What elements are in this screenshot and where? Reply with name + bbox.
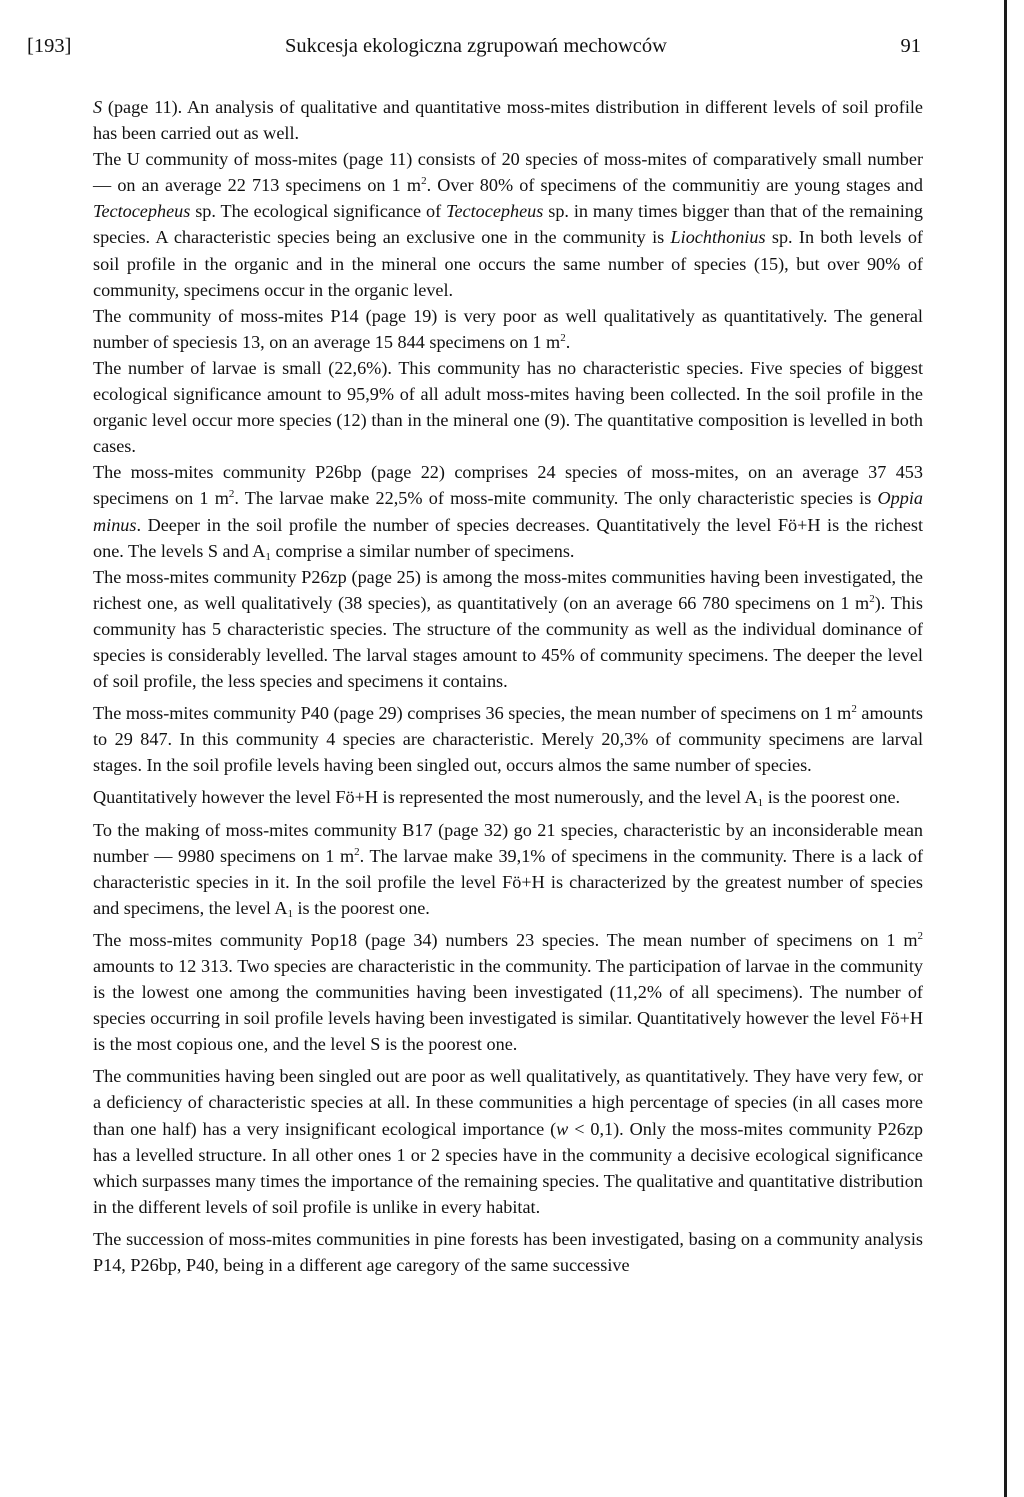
text-run: Quantitatively however the level Fö+H is represented the most numerously, and the level A [93, 787, 758, 808]
text-run: comprise a similar number of specimens. [270, 540, 575, 561]
text-run: . The larvae make 22,5% of moss-mite community. The only characteristic species is [234, 488, 878, 509]
text-run: . Deeper in the soil profile the number of species decreases. Quantitatively the level Fö+H is the richest one. The levels S and A [93, 514, 923, 561]
superscript: 2 [851, 703, 857, 716]
text-run: . [565, 331, 571, 352]
text-run: The moss-mites community P40 (page 29) comprises 36 species, the mean number of specimens on 1 m [93, 703, 852, 724]
text-run: To the making of moss-mites community B17 (page 32) go 21 species, characteristic by an inconsiderable mean number — 9980 specimens on 1 m [93, 819, 923, 866]
text-run: The communities having been singled out are poor as well qualitatively, as quantitatively. They have very few, or a deficiency of characteristic species at all. In these communities a high percentage of species (in all cases more than one half) has a very insignificant ecological importance ( [93, 1066, 923, 1139]
superscript: 2 [354, 845, 360, 858]
paragraph [93, 303, 923, 355]
page-code: [193] [27, 35, 72, 57]
paragraph [93, 1063, 923, 1220]
text-run: The succession of moss-mites communities in pine forests has been investigated, basing on a community analysis P14, P26bp, P40, being in a different age caregory of the same successive [93, 1228, 923, 1276]
paragraph [93, 1226, 923, 1278]
text-run: ). This community has 5 characteristic species. The structure of the community as well as the individual dominance of species is considerably levelled. The larval stages amount to 45% of community specimens. The deeper the level of soil profile, the less species and specimens it contains. [93, 592, 923, 692]
subscript: 1 [265, 550, 271, 563]
paragraph [93, 927, 923, 1057]
text-run: . Over 80% of specimens of the communitiy are young stages and [426, 175, 923, 196]
text-run: The moss-mites community P26bp (page 22) comprises 24 species of moss-mites, on an average 37 453 specimens on 1 m [93, 462, 923, 509]
text-run: sp. In both levels of soil profile in the organic and in the mineral one occurs the same number of species (15), but over 90% of community, specimens occur in the organic level. [93, 227, 923, 300]
superscript: 2 [228, 488, 235, 501]
italic-text: Tectocepheus [93, 201, 191, 222]
text-run: amounts to 12 313. Two species are characteristic in the community. The participation of larvae in the community is the lowest one among the communities having been investigated (11,2% of all specimens). The number of species occurring in soil profile levels having been investigated is similar. Quantitatively however the level Fö+H is the most copious one, and the level S is the poorest one. [93, 956, 923, 1055]
running-title: Sukcesja ekologiczna zgrupowań mechowców [285, 35, 667, 57]
text-run: The community of moss-mites P14 (page 19) is very poor as well qualitatively as quantitatively. The general number of speciesis 13, on an average 15 844 specimens on 1 m [93, 305, 923, 352]
italic-text: Tectocepheus [446, 201, 544, 222]
superscript: 2 [917, 929, 923, 942]
body-text [93, 94, 923, 1278]
italic-text: Oppia minus [93, 488, 923, 535]
text-run: (page 11). An analysis of qualitative and quantitative moss-mites distribution in different levels of soil profile has been carried out as well. [93, 97, 923, 144]
paragraph [93, 459, 923, 563]
italic-text: w [556, 1118, 569, 1139]
text-run: is the poorest one. [763, 787, 901, 808]
superscript: 2 [869, 592, 875, 605]
paragraph [93, 700, 923, 778]
running-header [27, 35, 921, 65]
page-number: 91 [900, 35, 921, 57]
paragraph [93, 146, 923, 303]
text-run: sp. in many times bigger than that of the remaining species. A characteristic species being an exclusive one in the community is [93, 201, 923, 248]
text-run: is the poorest one. [292, 897, 430, 918]
scan-edge-rule [1004, 0, 1007, 1497]
text-run: The number of larvae is small (22,6%). This community has no characteristic species. Five species of biggest ecological significance amount to 95,9% of all adult moss-mites having been collected. In the soil profile in the organic level occur more species (12) than in the mineral one (9). The quantitative composition is levelled in both cases. [93, 357, 923, 457]
italic-text: Liochthonius [670, 227, 766, 248]
subscript: 1 [757, 797, 764, 810]
text-run: . The larvae make 39,1% of specimens in the community. There is a lack of characteristic species in it. In the soil profile the level Fö+H is characterized by the greatest number of species and specimens, the level A [93, 845, 923, 918]
paragraph [93, 355, 923, 459]
text-run: The U community of moss-mites (page 11) consists of 20 species of moss-mites of comparatively small number — on an average 22 713 specimens on 1 m [93, 149, 923, 196]
subscript: 1 [287, 907, 293, 920]
italic-text: S [93, 97, 103, 117]
superscript: 2 [560, 331, 566, 344]
text-run: The moss-mites community Pop18 (page 34) numbers 23 species. The mean number of specimens on 1 m [93, 929, 918, 950]
text-run: amounts to 29 847. In this community 4 species are characteristic. Merely 20,3% of community specimens are larval stages. In the soil profile levels having been singled out, occurs almos the same number of species. [93, 703, 923, 776]
paragraph [93, 94, 923, 146]
paragraph [93, 817, 923, 921]
text-run: sp. The ecological significance of [190, 201, 447, 222]
text-run: The moss-mites community P26zp (page 25) is among the moss-mites communities having been investigated, the richest one, as well qualitatively (38 species), as quantitatively (on an average 66 780 specimens on 1 m [93, 566, 923, 613]
superscript: 2 [421, 175, 427, 188]
paragraph [93, 564, 923, 694]
paragraph [93, 784, 923, 810]
text-run: < 0,1). Only the moss-mites community P26zp has a levelled structure. In all other ones 1 or 2 species have in the community a decisive ecological significance which surpasses many times the importance of the remaining species. The qualitative and quantitative distribution in the different levels of soil profile is unlike in every habitat. [93, 1118, 923, 1217]
